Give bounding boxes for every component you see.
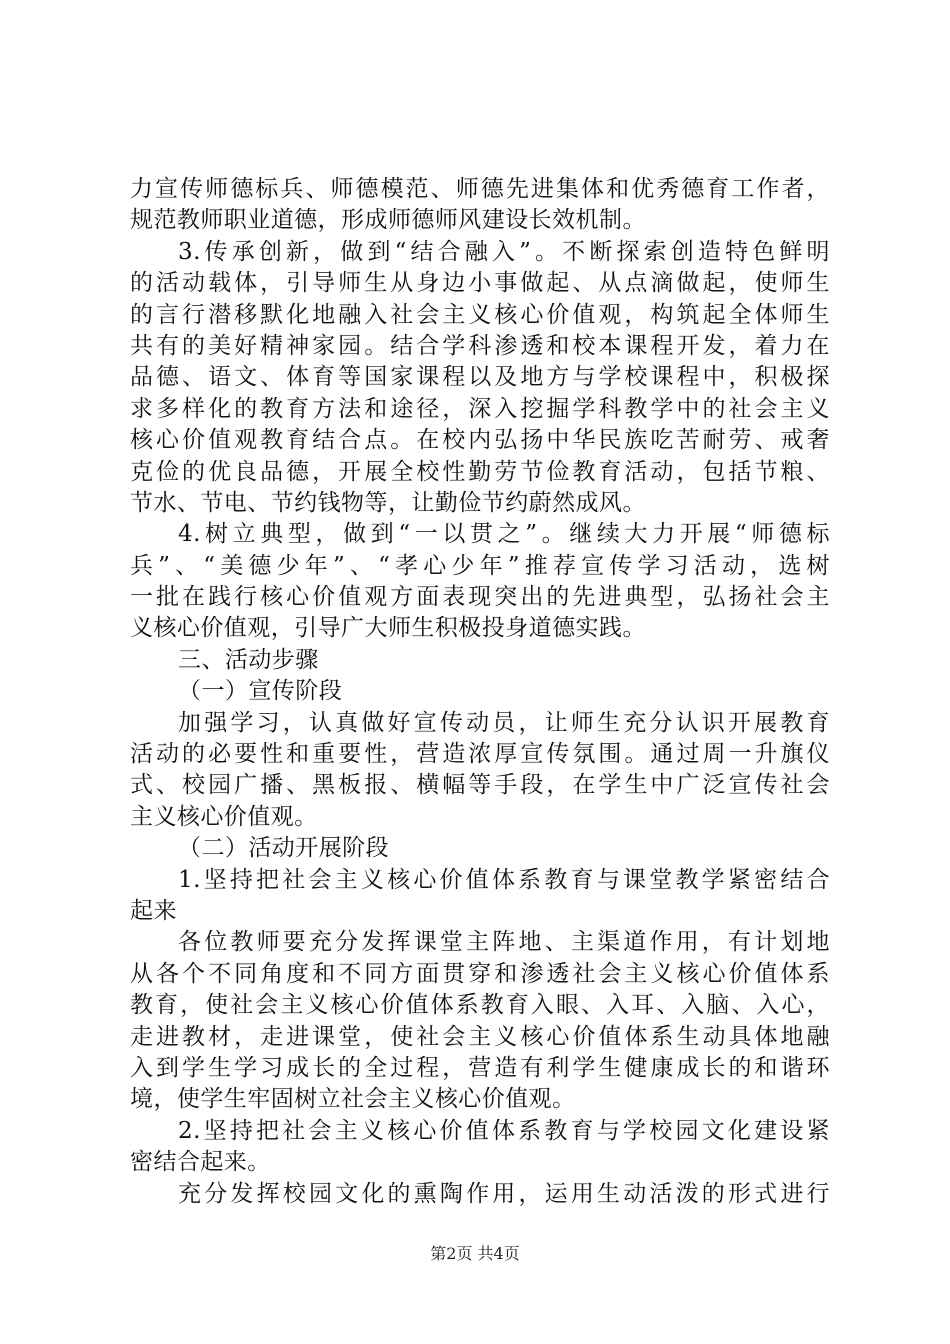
- text-line: 起来: [130, 897, 177, 924]
- text-line: 式、校园广播、黑板报、横幅等手段，在学生中广泛宣传社会: [130, 772, 830, 799]
- text-line: 加强学习，认真做好宣传动员，让师生充分认识开展教育: [178, 709, 830, 736]
- text-line: 求多样化的教育方法和途径，深入挖掘学科教学中的社会主义: [130, 395, 830, 422]
- body-text: [130, 174, 830, 1210]
- text-line: （一）宣传阶段: [178, 678, 343, 705]
- page-footer: 第2页 共4页: [430, 1244, 520, 1263]
- text-line: 的言行潜移默化地融入社会主义核心价值观，构筑起全体师生: [130, 301, 830, 328]
- text-line: 活动的必要性和重要性，营造浓厚宣传氛围。通过周一升旗仪: [130, 741, 830, 768]
- text-line: 充分发挥校园文化的熏陶作用，运用生动活泼的形式进行: [178, 1180, 830, 1207]
- text-line: 各位教师要充分发挥课堂主阵地、主渠道作用，有计划地: [178, 929, 830, 956]
- text-line: 3.传承创新，做到“结合融入”。不断探索创造特色鲜明: [178, 238, 830, 265]
- text-line: 教育，使社会主义核心价值体系教育入眼、入耳、入脑、入心，: [130, 992, 830, 1019]
- text-line: 力宣传师德标兵、师德模范、师德先进集体和优秀德育工作者，: [130, 176, 830, 202]
- text-line: 克俭的优良品德，开展全校性勤劳节俭教育活动，包括节粮、: [130, 458, 830, 485]
- text-line: 规范教师职业道德，形成师德师风建设长效机制。: [130, 207, 646, 234]
- text-line: 密结合起来。: [130, 1149, 271, 1176]
- text-line: 兵”、“美德少年”、“孝心少年”推荐宣传学习活动，选树: [130, 552, 830, 579]
- text-line: 入到学生学习成长的全过程，营造有利学生健康成长的和谐环: [130, 1054, 830, 1081]
- text-line: 境，使学生牢固树立社会主义核心价值观。: [130, 1086, 576, 1113]
- text-line: 走进教材，走进课堂，使社会主义核心价值体系生动具体地融: [130, 1023, 830, 1050]
- text-line: （二）活动开展阶段: [178, 835, 390, 862]
- text-line: 2.坚持把社会主义核心价值体系教育与学校园文化建设紧: [178, 1117, 830, 1144]
- text-line: 节水、节电、节约钱物等，让勤俭节约蔚然成风。: [130, 489, 646, 516]
- text-line: 4.树立典型，做到“一以贯之”。继续大力开展“师德标: [178, 521, 830, 548]
- text-line: 1.坚持把社会主义核心价值体系教育与课堂教学紧密结合: [178, 866, 830, 893]
- text-line: 品德、语文、体育等国家课程以及地方与学校课程中，积极探: [130, 364, 830, 391]
- text-line: 一批在践行核心价值观方面表现突出的先进典型，弘扬社会主: [130, 584, 830, 611]
- text-line: 义核心价值观，引导广大师生积极投身道德实践。: [130, 615, 646, 642]
- text-line: 三、活动步骤: [178, 646, 319, 673]
- text-line: 共有的美好精神家园。结合学科渗透和校本课程开发，着力在: [130, 332, 830, 359]
- text-line: 从各个不同角度和不同方面贯穿和渗透社会主义核心价值体系: [130, 960, 830, 987]
- text-line: 核心价值观教育结合点。在校内弘扬中华民族吃苦耐劳、戒奢: [130, 427, 830, 454]
- text-line: 主义核心价值观。: [130, 803, 318, 830]
- text-line: 的活动载体，引导师生从身边小事做起、从点滴做起，使师生: [130, 270, 830, 297]
